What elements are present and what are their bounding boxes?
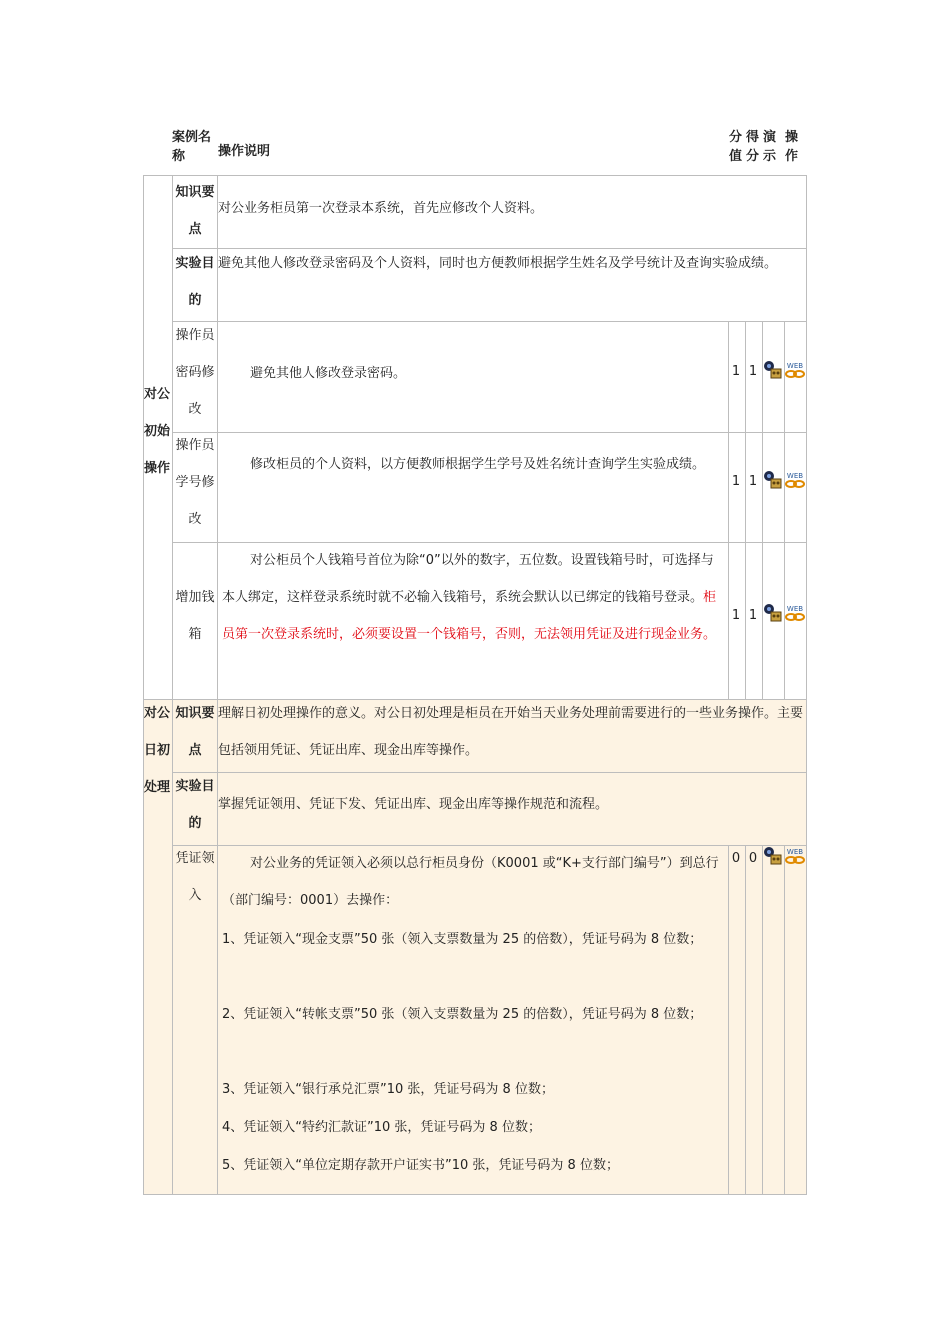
purpose-text: 避免其他人修改登录密码及个人资料，同时也方便教师根据学生姓名及学号统计及查询实验成绩。 [218, 256, 778, 271]
svg-text:WEB: WEB [786, 472, 804, 480]
case-desc: 修改柜员的个人资料，以方便教师根据学生学号及姓名统计查询学生实验成绩。 [250, 457, 706, 472]
purpose-label: 实验目的 [175, 779, 215, 831]
case-desc: 对公柜员个人钱箱号首位为除“0”以外的数字，五位数。设置钱箱号时，可选择与本人绑定，这样登录系统时就不必输入钱箱号，系统会默认以已绑定的钱箱号登录。柜员第一次登录系统时，必须要设置一个钱箱号，否则，无法领用凭证及进行现金业务。 [222, 553, 717, 642]
svg-text:WEB: WEB [786, 848, 804, 856]
case-name: 操作员学号修改 [175, 438, 215, 527]
header-case-name: 案例名称 [172, 130, 212, 164]
web-link-icon[interactable] [784, 470, 806, 490]
purpose-text: 掌握凭证领用、凭证下发、凭证出库、现金出库等操作规范和流程。 [218, 797, 609, 812]
header-demo: 演示 [763, 130, 779, 164]
case-item: 4、凭证领入“特约汇款证”10 张，凭证号码为 8 位数； [222, 1120, 541, 1135]
knowledge-text: 对公业务柜员第一次登录本系统，首先应修改个人资料。 [218, 201, 544, 216]
film-reel-icon[interactable] [763, 470, 783, 490]
purpose-label: 实验目的 [175, 256, 215, 308]
header-operate: 操作 [785, 130, 801, 164]
case-name: 操作员密码修改 [175, 328, 215, 417]
knowledge-label: 知识要点 [175, 185, 215, 237]
case-score: 1 [731, 474, 741, 489]
svg-text:WEB: WEB [786, 362, 804, 370]
case-gain: 0 [748, 851, 758, 866]
section-title: 对公初始操作 [144, 387, 171, 476]
web-link-icon[interactable] [784, 603, 806, 623]
case-score: 0 [731, 851, 741, 866]
case-gain: 1 [748, 364, 758, 379]
web-link-icon[interactable] [784, 846, 806, 866]
case-desc: 避免其他人修改登录密码。 [250, 366, 407, 381]
case-item: 2、凭证领入“转帐支票”50 张（领入支票数量为 25 的倍数），凭证号码为 8 位数； [222, 1007, 703, 1022]
knowledge-text: 理解日初处理操作的意义。对公日初处理是柜员在开始当天业务处理前需要进行的一些业务操作。主要包括领用凭证、凭证出库、现金出库等操作。 [218, 706, 804, 758]
case-intro: 对公业务的凭证领入必须以总行柜员身份（K0001 或“K+支行部门编号”）到总行（部门编号：0001）去操作： [222, 856, 719, 908]
film-reel-icon[interactable] [763, 846, 783, 866]
header-score: 分值 [729, 130, 745, 164]
case-score: 1 [731, 608, 741, 623]
case-gain: 1 [748, 474, 758, 489]
film-reel-icon[interactable] [763, 360, 783, 380]
case-item: 5、凭证领入“单位定期存款开户证实书”10 张，凭证号码为 8 位数； [222, 1158, 619, 1173]
case-item: 3、凭证领入“银行承兑汇票”10 张，凭证号码为 8 位数； [222, 1082, 554, 1097]
svg-text:WEB: WEB [786, 605, 804, 613]
case-name: 凭证领入 [175, 851, 215, 903]
case-item: 1、凭证领入“现金支票”50 张（领入支票数量为 25 的倍数），凭证号码为 8 位数； [222, 932, 703, 947]
case-desc-warning: 柜员第一次登录系统时，必须要设置一个钱箱号，否则，无法领用凭证及进行现金业务。 [222, 590, 717, 642]
section-title: 对公日初处理 [144, 706, 171, 795]
case-name: 增加钱箱 [175, 590, 215, 642]
header-operation-desc: 操作说明 [218, 144, 271, 159]
knowledge-label: 知识要点 [175, 706, 215, 758]
case-score: 1 [731, 364, 741, 379]
case-table [143, 175, 807, 1195]
case-gain: 1 [748, 608, 758, 623]
film-reel-icon[interactable] [763, 603, 783, 623]
header-gain: 得分 [746, 130, 762, 164]
web-link-icon[interactable] [784, 360, 806, 380]
